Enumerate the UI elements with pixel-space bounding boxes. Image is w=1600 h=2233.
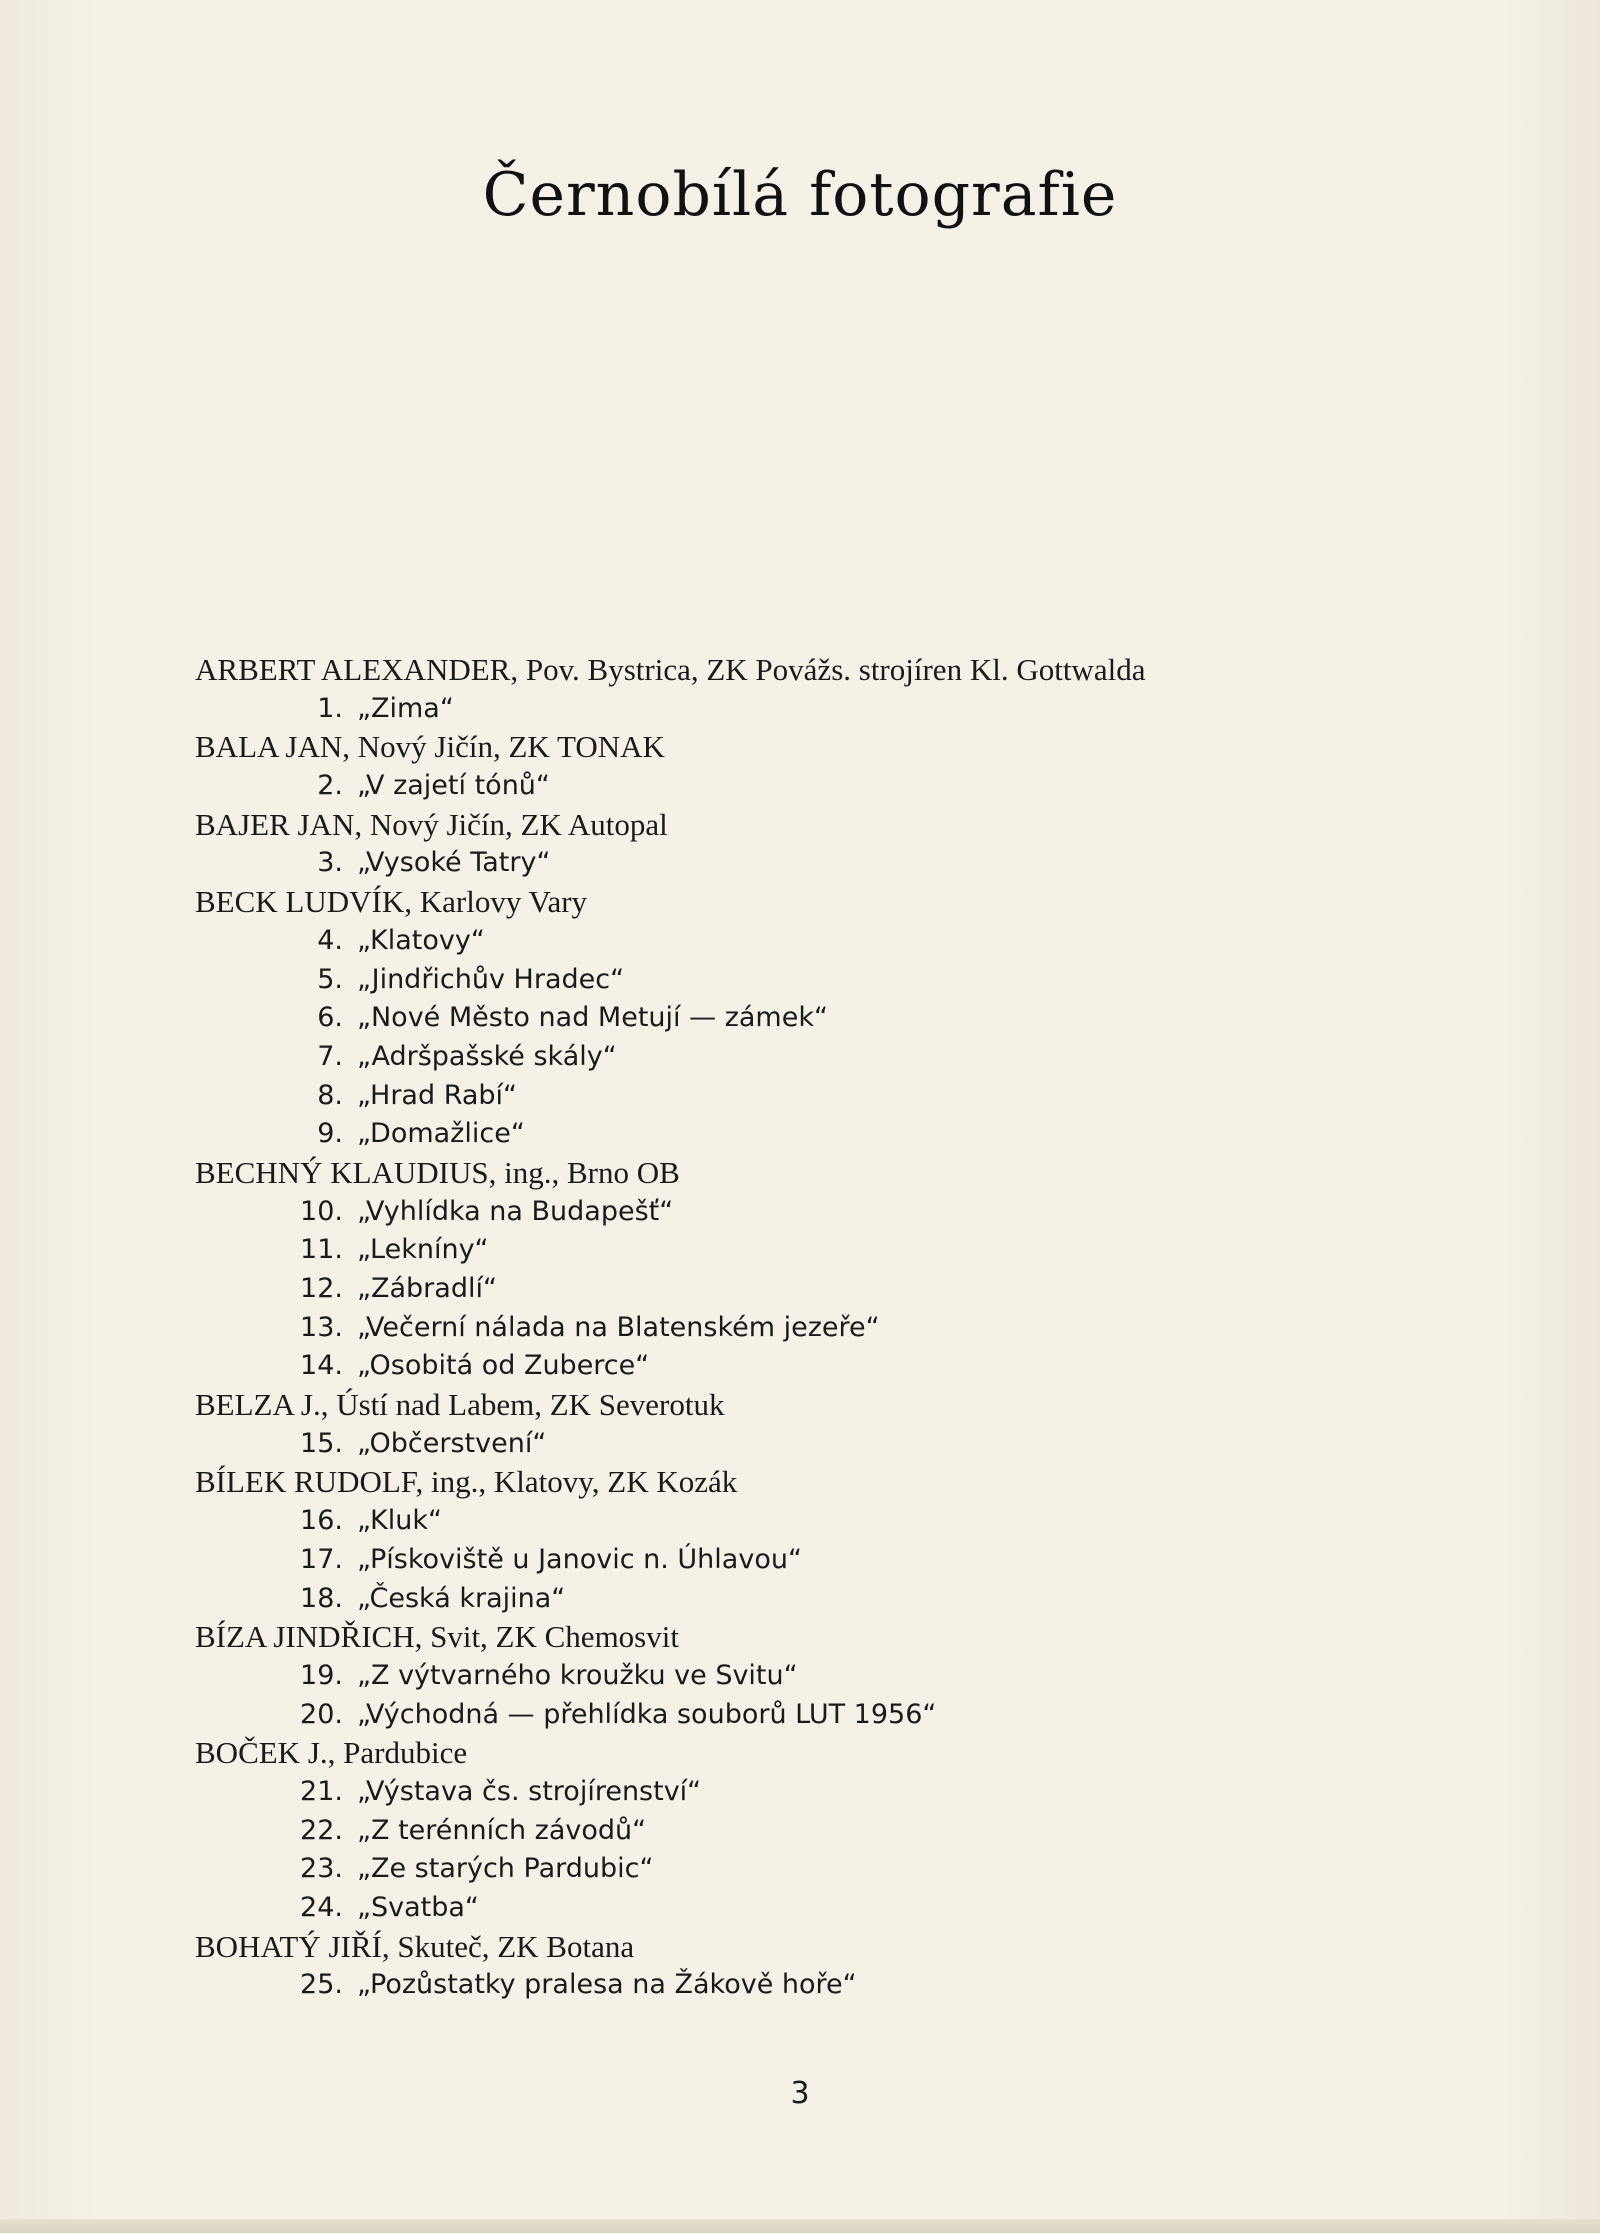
photo-item: [195, 844, 1475, 883]
item-number: 19.: [300, 1659, 343, 1691]
page-title: Černobílá fotografie: [482, 160, 1118, 230]
item-number: 7.: [317, 1040, 343, 1072]
item-title: „Východná — přehlídka souborů LUT 1956“: [357, 1698, 937, 1730]
item-number: 23.: [300, 1853, 343, 1885]
item-number: 9.: [317, 1118, 343, 1150]
item-number: 21.: [300, 1775, 343, 1807]
item-title: „Z terénních závodů“: [357, 1814, 647, 1846]
item-title: „Svatba“: [357, 1892, 479, 1923]
author-entry: BOHATÝ JIŘÍ, Skuteč, ZK Botana: [195, 1928, 635, 1964]
item-number: 25.: [300, 1969, 343, 2001]
author-entry: BÍZA JINDŘICH, Svit, ZK Chemosvit: [195, 1619, 679, 1655]
photo-item: [195, 1657, 1475, 1696]
author-entry: BECK LUDVÍK, Karlovy Vary: [195, 884, 588, 920]
item-title: „Nové Město nad Metují — zámek“: [357, 1002, 828, 1034]
item-title: „Večerní nálada na Blatenském jezeře“: [357, 1311, 880, 1343]
item-title: „Lekníny“: [357, 1234, 489, 1266]
item-title: „Osobitá od Zuberce“: [357, 1350, 650, 1382]
item-title: „Jindřichův Hradec“: [357, 963, 625, 995]
item-title: „Z výtvarného kroužku ve Svitu“: [357, 1659, 798, 1691]
item-number: 13.: [300, 1311, 343, 1343]
author-entry: BELZA J., Ústí nad Labem, ZK Severotuk: [195, 1387, 725, 1423]
item-number: 16.: [300, 1505, 343, 1537]
photo-item: [195, 1347, 1475, 1386]
item-title: „Domažlice“: [357, 1118, 525, 1150]
photo-item: [195, 922, 1475, 961]
item-title: „Zábradlí“: [357, 1273, 497, 1304]
photo-item: [195, 1850, 1475, 1889]
item-number: 4.: [317, 924, 343, 956]
item-title: „Adršpašské skály“: [357, 1040, 617, 1072]
photo-item: [195, 999, 1475, 1038]
item-title: „Kluk“: [357, 1505, 442, 1537]
author-entry: BOČEK J., Pardubice: [195, 1735, 468, 1771]
photo-item: [195, 1309, 1475, 1348]
item-title: „Pozůstatky pralesa na Žákově hoře“: [357, 1969, 857, 2001]
author-entry: BECHNÝ KLAUDIUS, ing., Brno OB: [195, 1154, 680, 1190]
item-number: 15.: [300, 1427, 343, 1459]
author-entry: ARBERT ALEXANDER, Pov. Bystrica, ZK Povážs. strojíren Kl. Gottwalda: [195, 652, 1146, 687]
photo-item: [195, 1270, 1475, 1309]
item-title: „Vyhlídka na Budapešť“: [357, 1195, 674, 1227]
item-number: 8.: [317, 1079, 343, 1111]
item-title: „Česká krajina“: [357, 1582, 566, 1614]
item-number: 17.: [300, 1543, 343, 1575]
photo-item: [195, 1580, 1475, 1619]
item-title: „Vysoké Tatry“: [357, 847, 551, 879]
photo-item: [195, 1889, 1475, 1928]
photo-item: [195, 690, 1475, 729]
page-number: 3: [790, 2076, 810, 2111]
item-number: 3.: [317, 847, 343, 879]
item-title: „Pískoviště u Janovic n. Úhlavou“: [357, 1543, 802, 1575]
item-title: „Hrad Rabí“: [357, 1079, 518, 1111]
photo-item: [195, 1773, 1475, 1812]
photo-item: [195, 1696, 1475, 1735]
photo-item: [195, 1812, 1475, 1851]
photo-item: [195, 1966, 1475, 2005]
item-number: 10.: [300, 1195, 343, 1227]
item-title: „Občerstvení“: [357, 1427, 547, 1459]
author-entry: BAJER JAN, Nový Jičín, ZK Autopal: [195, 806, 668, 842]
item-number: 11.: [300, 1234, 343, 1266]
item-title: „Klatovy“: [357, 924, 485, 956]
item-title: „Výstava čs. strojírenství“: [357, 1775, 702, 1807]
photo-item: [195, 1502, 1475, 1541]
author-entry: BÍLEK RUDOLF, ing., Klatovy, ZK Kozák: [195, 1464, 738, 1500]
item-title: „Zima“: [357, 692, 454, 724]
page-edge: [0, 2219, 1600, 2233]
photo-item: [195, 1077, 1475, 1116]
photo-list: [195, 651, 1475, 2005]
author-entry: BALA JAN, Nový Jičín, ZK TONAK: [195, 729, 665, 765]
item-number: 1.: [317, 692, 343, 724]
photo-item: [195, 961, 1475, 1000]
photo-item: [195, 1541, 1475, 1580]
item-number: 2.: [317, 770, 343, 802]
item-number: 5.: [317, 963, 343, 995]
photo-item: [195, 1231, 1475, 1270]
item-title: „V zajetí tónů“: [357, 770, 550, 802]
item-title: „Ze starých Pardubic“: [357, 1853, 654, 1885]
photo-item: [195, 1193, 1475, 1232]
item-number: 18.: [300, 1582, 343, 1614]
photo-item: [195, 1425, 1475, 1464]
photo-item: [195, 767, 1475, 806]
item-number: 22.: [300, 1814, 343, 1846]
item-number: 12.: [300, 1273, 343, 1304]
item-number: 24.: [300, 1892, 343, 1923]
photo-item: [195, 1115, 1475, 1154]
item-number: 20.: [300, 1698, 343, 1730]
photo-item: [195, 1038, 1475, 1077]
item-number: 14.: [300, 1350, 343, 1382]
item-number: 6.: [317, 1002, 343, 1034]
